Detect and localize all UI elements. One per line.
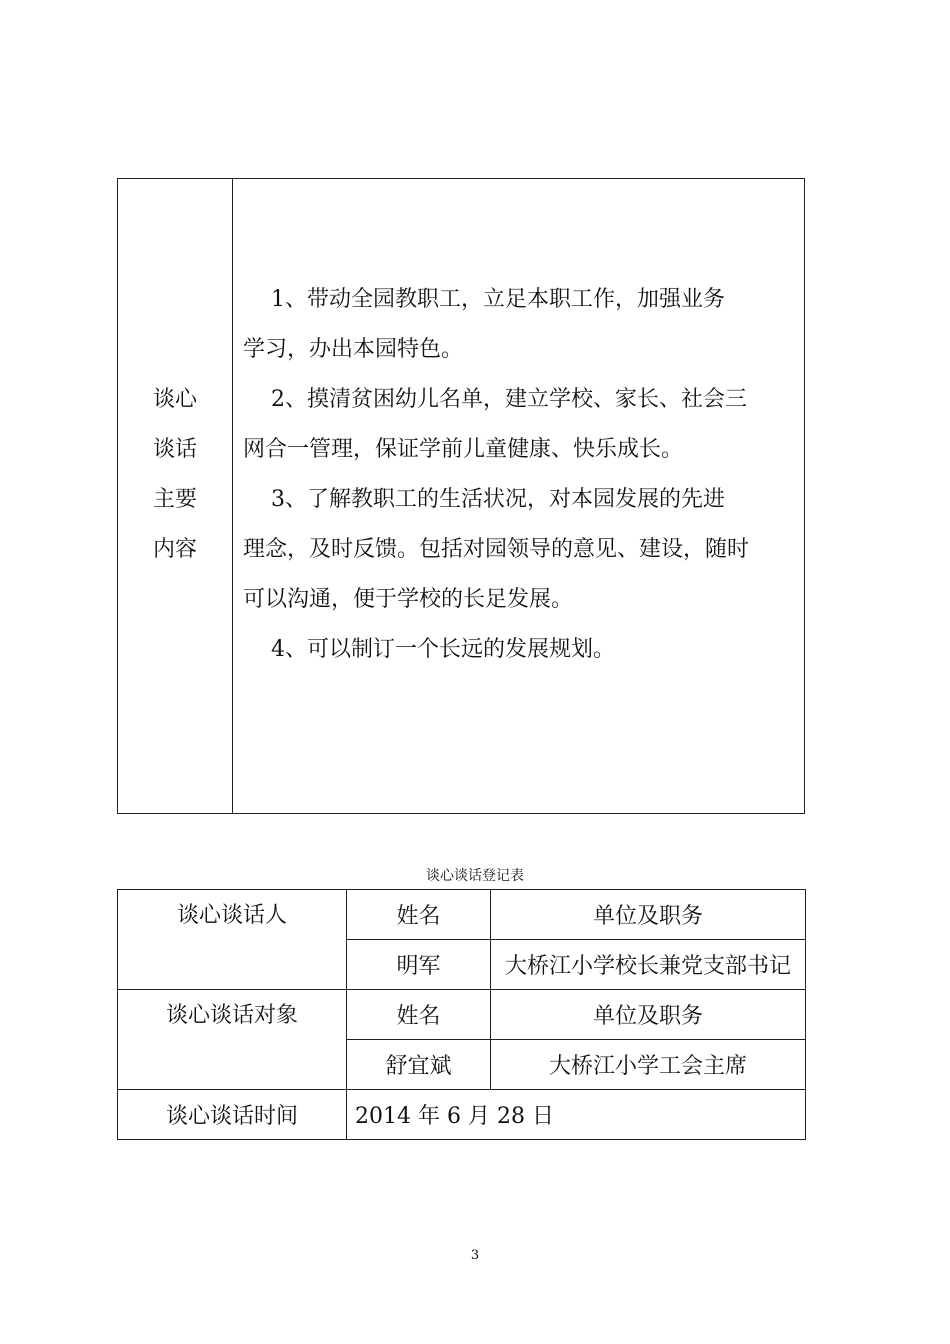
- table-row: [118, 990, 806, 1040]
- target-name: 舒宜斌: [347, 1040, 491, 1090]
- table-row: [118, 1090, 806, 1140]
- register-table-caption: 谈心谈话登记表: [426, 868, 524, 884]
- target-label: 谈心谈话对象: [118, 990, 347, 1090]
- content-label-line: 谈心: [152, 387, 197, 412]
- content-line: 1、带动全园教职工，立足本职工作，加强业务: [243, 287, 725, 312]
- content-text-cell: [233, 179, 804, 813]
- content-label-line: 谈话: [152, 437, 197, 462]
- unit-header: 单位及职务: [491, 890, 806, 940]
- talker-label: 谈心谈话人: [118, 890, 347, 990]
- content-line: 理念，及时反馈。包括对园领导的意见、建设，随时: [243, 537, 750, 562]
- content-line: 2、摸清贫困幼儿名单，建立学校、家长、社会三: [243, 387, 747, 412]
- content-label-line: 主要: [152, 487, 197, 512]
- content-label-line: 内容: [152, 537, 197, 562]
- name-header: 姓名: [347, 990, 491, 1040]
- talk-content-table: [117, 178, 805, 814]
- content-line: 学习，办出本园特色。: [243, 337, 464, 362]
- content-line: 3、了解教职工的生活状况，对本园发展的先进: [243, 487, 725, 512]
- table-row: [118, 890, 806, 940]
- content-line: 网合一管理，保证学前儿童健康、快乐成长。: [243, 437, 684, 462]
- content-label-cell: [118, 179, 233, 813]
- target-unit: 大桥江小学工会主席: [491, 1040, 806, 1090]
- time-value: 2014 年 6 月 28 日: [347, 1090, 806, 1140]
- talker-unit: 大桥江小学校长兼党支部书记: [491, 940, 806, 990]
- page-number: 3: [470, 1248, 480, 1263]
- name-header: 姓名: [347, 890, 491, 940]
- talker-name: 明军: [347, 940, 491, 990]
- content-line: 可以沟通，便于学校的长足发展。: [243, 587, 574, 612]
- content-line: 4、可以制订一个长远的发展规划。: [243, 637, 615, 662]
- time-label: 谈心谈话时间: [118, 1090, 347, 1140]
- unit-header: 单位及职务: [491, 990, 806, 1040]
- register-table: [117, 889, 806, 1140]
